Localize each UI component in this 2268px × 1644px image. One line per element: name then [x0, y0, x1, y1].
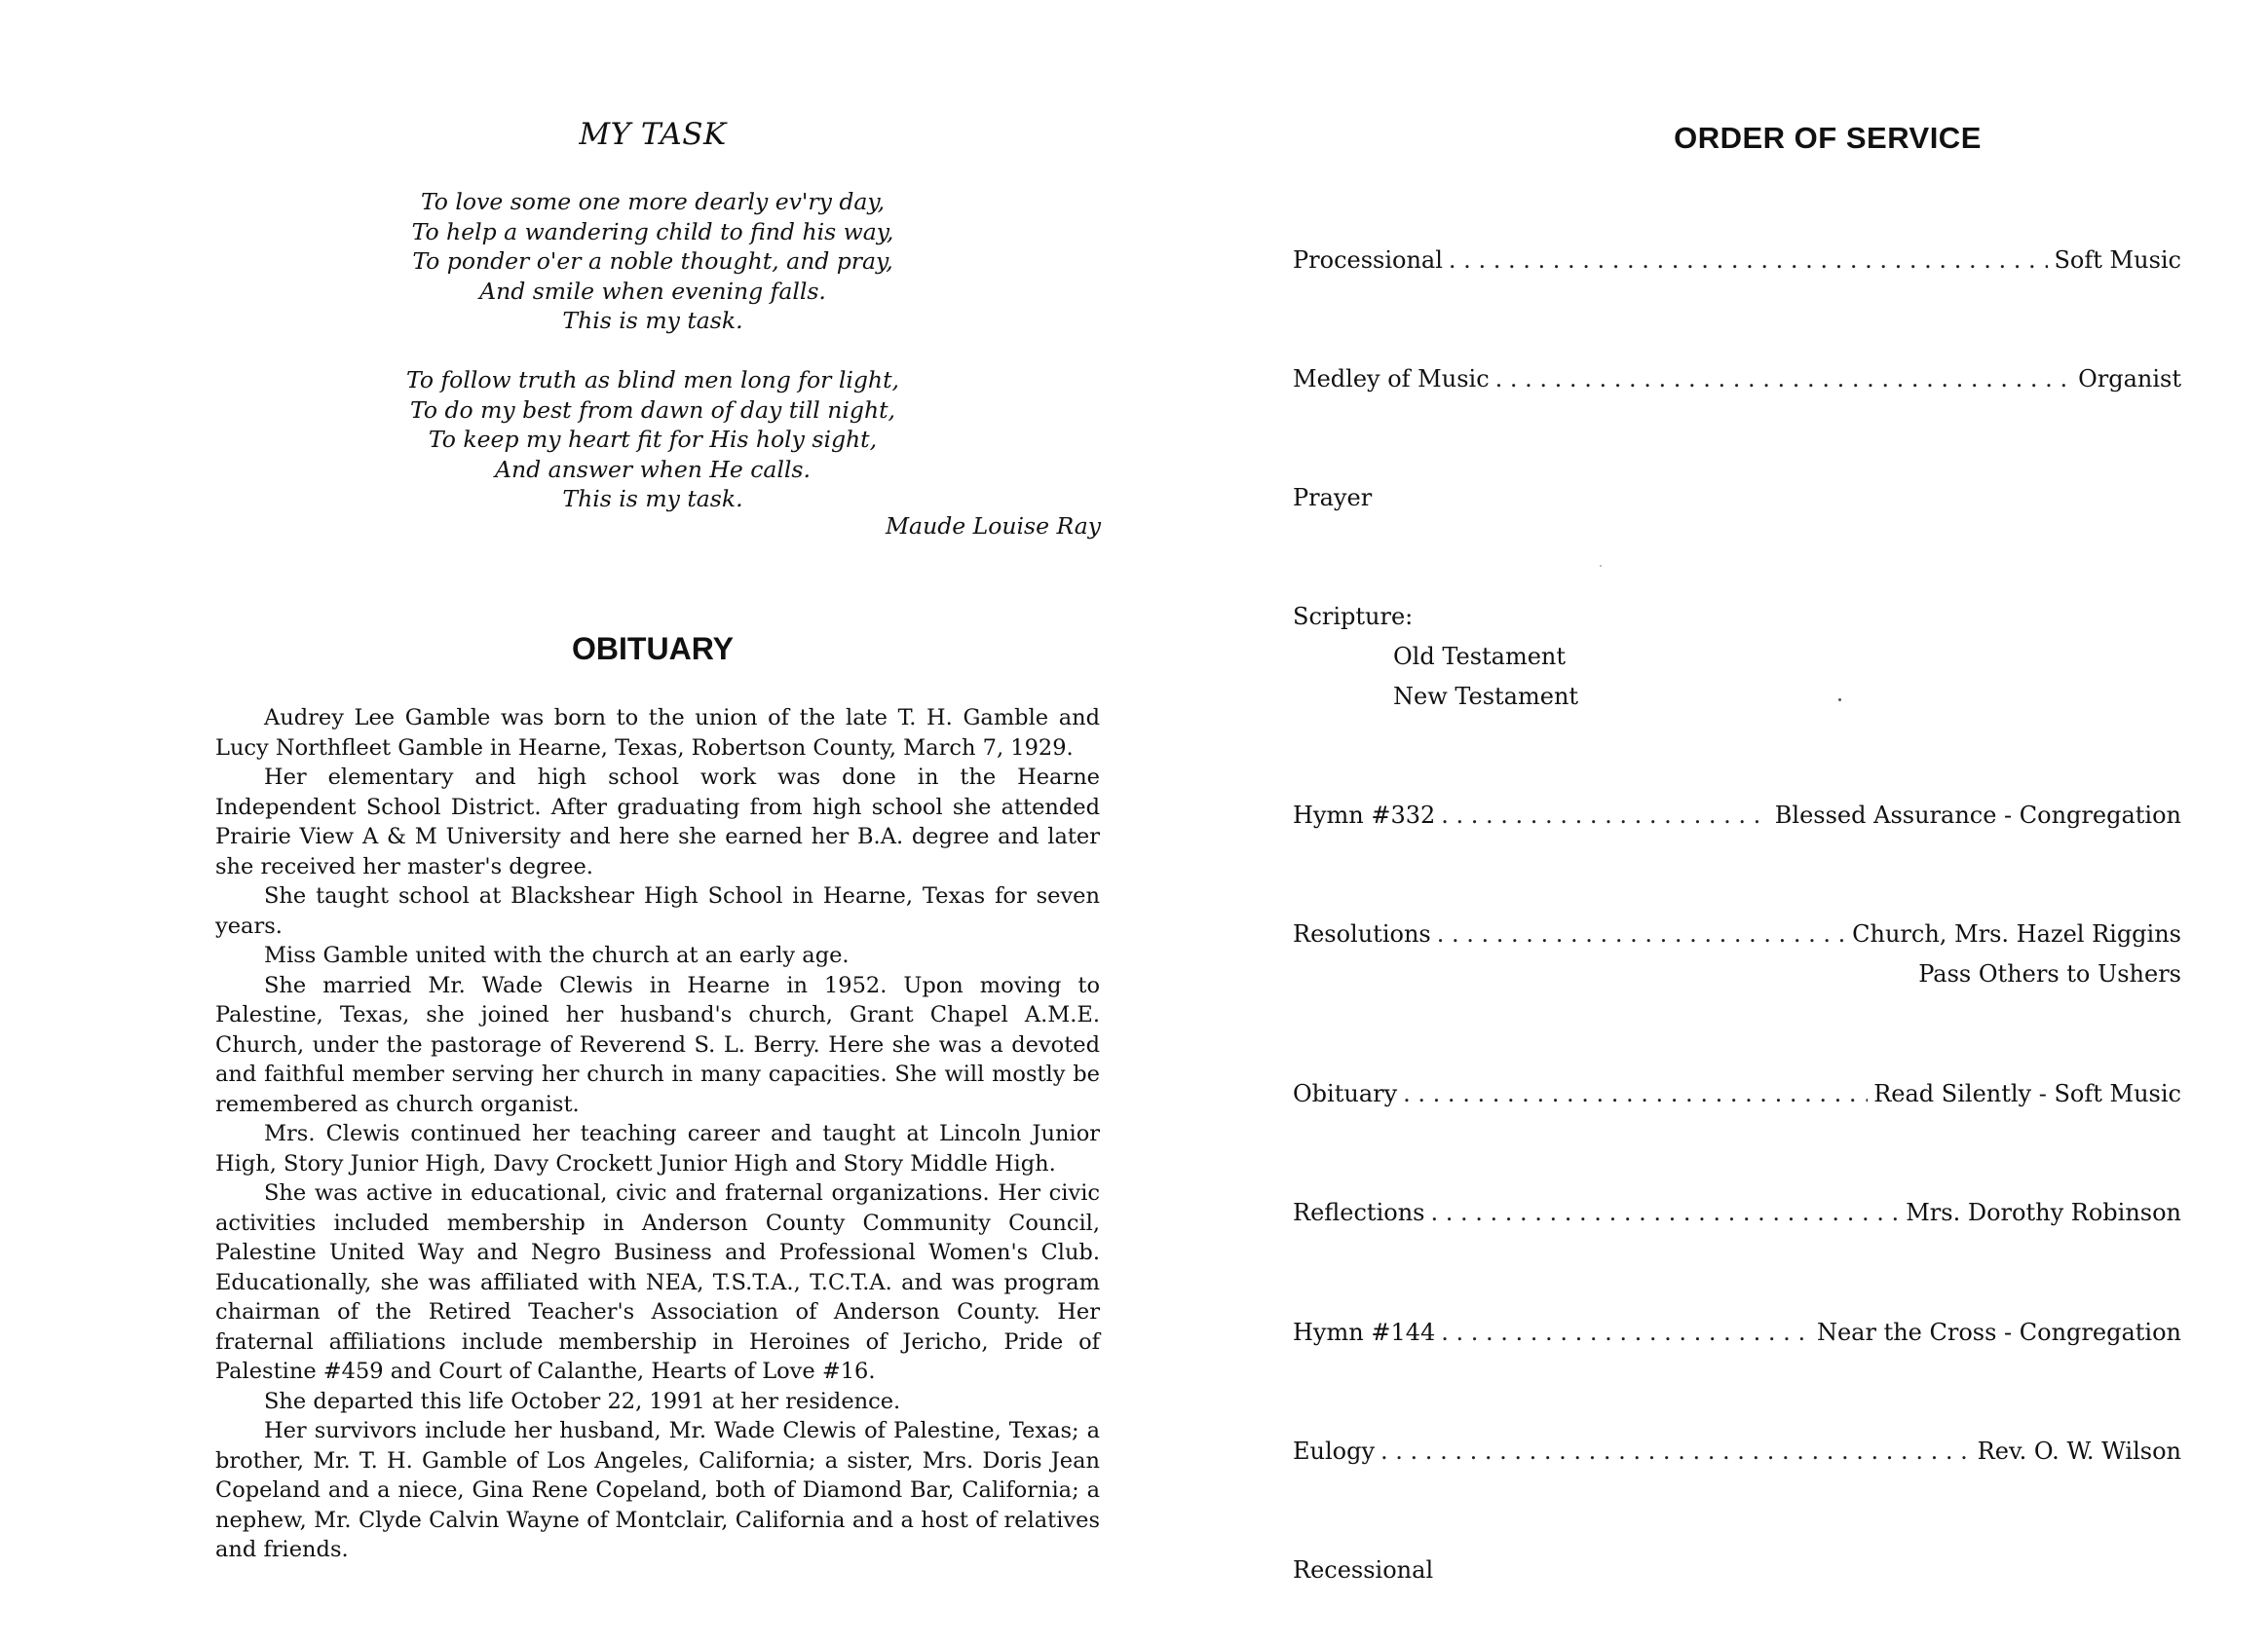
- service-item-medley: [1293, 364, 2181, 393]
- poem-line: This is my task.: [562, 485, 743, 512]
- obituary-body: [215, 703, 1100, 1565]
- dot-leader: [1441, 1318, 1811, 1347]
- poem-line: To love some one more dearly ev'ry day,: [420, 188, 886, 215]
- scan-speck: [1838, 698, 1841, 701]
- service-item-label: Prayer: [1293, 484, 1373, 511]
- poem-line: To follow truth as blind men long for light,: [406, 366, 899, 393]
- poem-stanza-2: [205, 365, 1101, 514]
- service-item-value: Mrs. Dorothy Robinson: [1906, 1199, 2181, 1226]
- service-item-label: Hymn #332: [1293, 802, 1436, 829]
- service-item-eulogy: [1293, 1437, 2181, 1466]
- service-item-value: Read Silently - Soft Music: [1873, 1080, 2181, 1107]
- poem-stanza-1: [205, 187, 1101, 336]
- dot-leader: [1449, 245, 2049, 275]
- order-of-service-title: ORDER OF SERVICE: [1674, 121, 1982, 155]
- service-item-hymn-144: [1293, 1318, 2181, 1347]
- service-item-value: Soft Music: [2054, 246, 2181, 274]
- obituary-paragraph: Mrs. Clewis continued her teaching career and taught at Lincoln Junior High, Story Junior High, Davy Crockett Junior High and Story Middle High.: [215, 1121, 1100, 1177]
- obituary-paragraph: She taught school at Blackshear High School in Hearne, Texas for seven years.: [215, 883, 1100, 939]
- dot-leader: [1495, 364, 2072, 393]
- obituary-paragraph: She was active in educational, civic and fraternal organizations. Her civic activities included membership in Anderson County Community Council, Palestine United Way and Negro Business and Professional Women's Club. Educationally, she was affiliated with NEA, T.S.T.A., T.C.T.A. and was program chairman of the Retired Teacher's Association of Anderson County. Her fraternal affiliations include membership in Heroines of Jericho, Pride of Palestine #459 and Court of Calanthe, Hearts of Love #16.: [215, 1180, 1100, 1384]
- dot-leader: [1441, 801, 1769, 830]
- poem-line: To keep my heart fit for His holy sight,: [428, 426, 878, 453]
- service-item-value: Organist: [2078, 365, 2181, 392]
- poem-line: And answer when He calls.: [495, 455, 811, 483]
- service-item-label: Scripture:: [1293, 603, 1414, 630]
- service-item-value: Near the Cross - Congregation: [1816, 1319, 2181, 1346]
- scripture-new-testament: New Testament: [1393, 683, 1579, 710]
- service-item-subvalue: Pass Others to Ushers: [1918, 960, 2181, 988]
- service-item-reflections: [1293, 1198, 2181, 1227]
- service-item-hymn-332: [1293, 801, 2181, 830]
- service-item-label: Recessional: [1293, 1556, 1434, 1584]
- obituary-title: OBITUARY: [572, 631, 734, 666]
- service-item-label: Reflections: [1293, 1199, 1425, 1226]
- service-item-processional: [1293, 245, 2181, 275]
- service-item-value: Blessed Assurance - Congregation: [1774, 802, 2181, 829]
- obituary-paragraph: Her elementary and high school work was done in the Hearne Independent School District. After graduating from high school she attended Prairie View A & M University and here she earned her B.A. degree and later she received her master's degree.: [215, 765, 1100, 879]
- dot-leader: [1430, 1198, 1900, 1227]
- obituary-paragraph: Her survivors include her husband, Mr. Wade Clewis of Palestine, Texas; a brother, Mr. T. H. Gamble of Los Angeles, California; a sister, Mrs. Doris Jean Copeland and a niece, Gina Rene Copeland, both of Diamond Bar, California; a nephew, Mr. Clyde Calvin Wayne of Montclair, California and a host of relatives and friends.: [215, 1418, 1100, 1562]
- service-item-label: Medley of Music: [1293, 365, 1490, 392]
- poem-author: Maude Louise Ray: [886, 512, 1101, 540]
- scan-speck: [1600, 565, 1602, 567]
- right-page: [1134, 0, 2268, 1644]
- poem-line: To do my best from dawn of day till night,: [409, 395, 895, 424]
- service-item-value: Rev. O. W. Wilson: [1977, 1438, 2181, 1465]
- scripture-old-testament: Old Testament: [1393, 643, 1567, 670]
- dot-leader: [1380, 1437, 1972, 1466]
- poem-line: To ponder o'er a noble thought, and pray,: [412, 247, 893, 275]
- service-item-label: Processional: [1293, 246, 1443, 274]
- obituary-paragraph: She married Mr. Wade Clewis in Hearne in 1952. Upon moving to Palestine, Texas, she joined her husband's church, Grant Chapel A.M.E. Church, under the pastorage of Reverend S. L. Berry. Here she was a devoted and faithful member serving her church in many capacities. She will mostly be remembered as church organist.: [215, 972, 1100, 1117]
- service-item-value: Church, Mrs. Hazel Riggins: [1852, 920, 2181, 948]
- poem-title: MY TASK: [579, 117, 727, 152]
- poem-line: This is my task.: [562, 307, 743, 334]
- obituary-paragraph: She departed this life October 22, 1991 at her residence.: [264, 1388, 901, 1414]
- obituary-paragraph: Miss Gamble united with the church at an early age.: [264, 943, 850, 968]
- poem-line: And smile when evening falls.: [479, 277, 826, 305]
- dot-leader: [1437, 919, 1846, 949]
- service-item-label: Eulogy: [1293, 1438, 1376, 1465]
- service-item-label: Hymn #144: [1293, 1319, 1436, 1346]
- dot-leader: [1403, 1079, 1868, 1108]
- service-item-obituary: [1293, 1079, 2181, 1108]
- service-item-prayer: [1293, 483, 2181, 512]
- poem-line: To help a wandering child to find his way,: [411, 217, 894, 245]
- obituary-paragraph: Audrey Lee Gamble was born to the union of the late T. H. Gamble and Lucy Northfleet Gamble in Hearne, Texas, Robertson County, March 7, 1929.: [215, 705, 1100, 761]
- service-item-scripture: [1293, 602, 2181, 711]
- service-item-recessional: [1293, 1555, 2181, 1585]
- service-item-label: Obituary: [1293, 1080, 1398, 1107]
- service-item-resolutions: [1293, 919, 2181, 989]
- service-item-label: Resolutions: [1293, 920, 1431, 948]
